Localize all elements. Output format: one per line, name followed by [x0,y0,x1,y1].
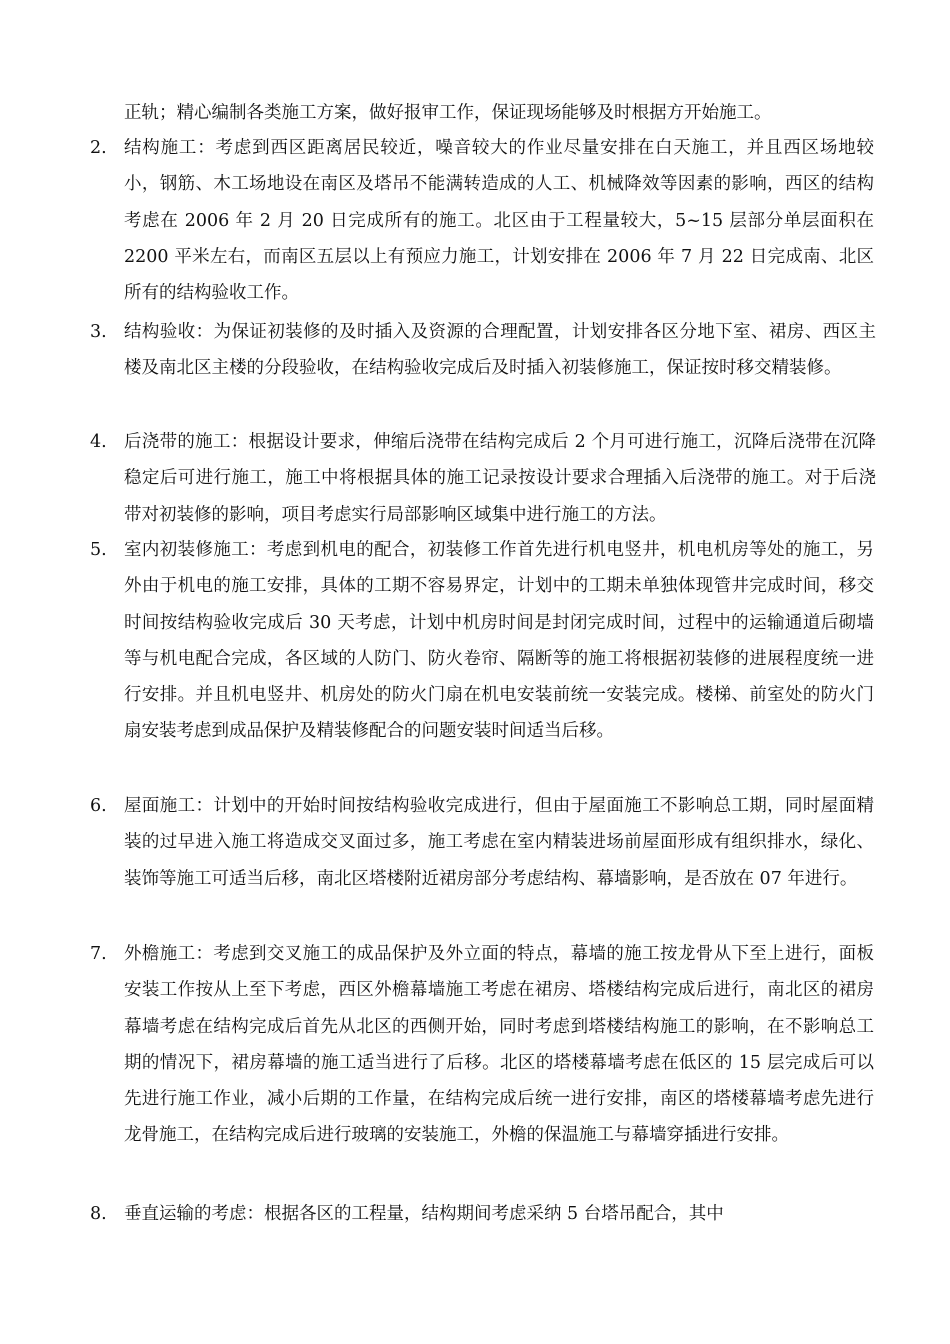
list-item-text: 外檐施工：考虑到交叉施工的成品保护及外立面的特点，幕墙的施工按龙骨从下至上进行，面板安装工作按从上至下考虑，西区外檐幕墙施工考虑在裙房、塔楼结构完成后进行，南北区的裙房幕墙考虑在结构完成后首先从北区的西侧开始，同时考虑到塔楼结构施工的影响，在不影响总工期的情况下，裙房幕墙的施工适当进行了后移。北区的塔楼幕墙考虑在低区的 15 层完成后可以先进行施工作业，减小后期的工作量，在结构完成后统一进行安排，南区的塔楼幕墙考虑先进行龙骨施工，在结构完成后进行玻璃的安装施工，外檐的保温施工与幕墙穿插进行安排。 [124,944,874,1146]
list-item-number: 4. [90,432,107,452]
list-item-number: 8. [90,1204,107,1224]
list-item-text: 结构施工：考虑到西区距离居民较近，噪音较大的作业尽量安排在白天施工，并且西区场地较小，钢筋、木工场地设在南区及塔吊不能满转造成的人工、机械降效等因素的影响，西区的结构考虑在 2006 年 2 月 20 日完成所有的施工。北区由于工程量较大，5~15 层部分单层面积在 2200 平米左右，而南区五层以上有预应力施工，计划安排在 2006 年 7 月 22 日完成南、北区所有的结构验收工作。 [124,138,874,304]
continuation-text: 正轨；精心编制各类施工方案，做好报审工作，保证现场能够及时根据方开始施工。 [124,103,772,123]
list-item-text: 室内初装修施工：考虑到机电的配合，初装修工作首先进行机电竖井，机电机房等处的施工，另外由于机电的施工安排，具体的工期不容易界定，计划中的工期未单独体现管井完成时间，移交时间按结构验收完成后 30 天考虑，计划中机房时间是封闭完成时间，过程中的运输通道后砌墙等与机电配合完成，各区域的人防门、防火卷帘、隔断等的施工将根据初装修的进展程度统一进行安排。并且机电竖井、机房处的防火门扇在机电安装前统一安装完成。楼梯、前室处的防火门扇安装考虑到成品保护及精装修配合的问题安装时间适当后移。 [124,540,874,742]
list-item-text: 结构验收：为保证初装修的及时插入及资源的合理配置，计划安排各区分地下室、裙房、西区主楼及南北区主楼的分段验收，在结构验收完成后及时插入初装修施工，保证按时移交精装修。 [124,322,876,379]
list-item-number: 2. [90,138,107,158]
list-item-text: 垂直运输的考虑：根据各区的工程量，结构期间考虑采纳 5 台塔吊配合，其中 [124,1204,724,1224]
list-item-number: 5. [90,540,107,560]
list-item-number: 3. [90,322,107,342]
list-item-text: 屋面施工：计划中的开始时间按结构验收完成进行，但由于屋面施工不影响总工期，同时屋面精装的过早进入施工将造成交叉面过多，施工考虑在室内精装进场前屋面形成有组织排水，绿化、装饰等施工可适当后移，南北区塔楼附近裙房部分考虑结构、幕墙影响，是否放在 07 年进行。 [124,796,874,889]
list-item-text: 后浇带的施工：根据设计要求，伸缩后浇带在结构完成后 2 个月可进行施工，沉降后浇带在沉降稳定后可进行施工，施工中将根据具体的施工记录按设计要求合理插入后浇带的施工。对于后浇带对初装修的影响，项目考虑实行局部影响区域集中进行施工的方法。 [124,432,876,525]
list-item-number: 6. [90,796,107,816]
list-item-number: 7. [90,944,107,964]
